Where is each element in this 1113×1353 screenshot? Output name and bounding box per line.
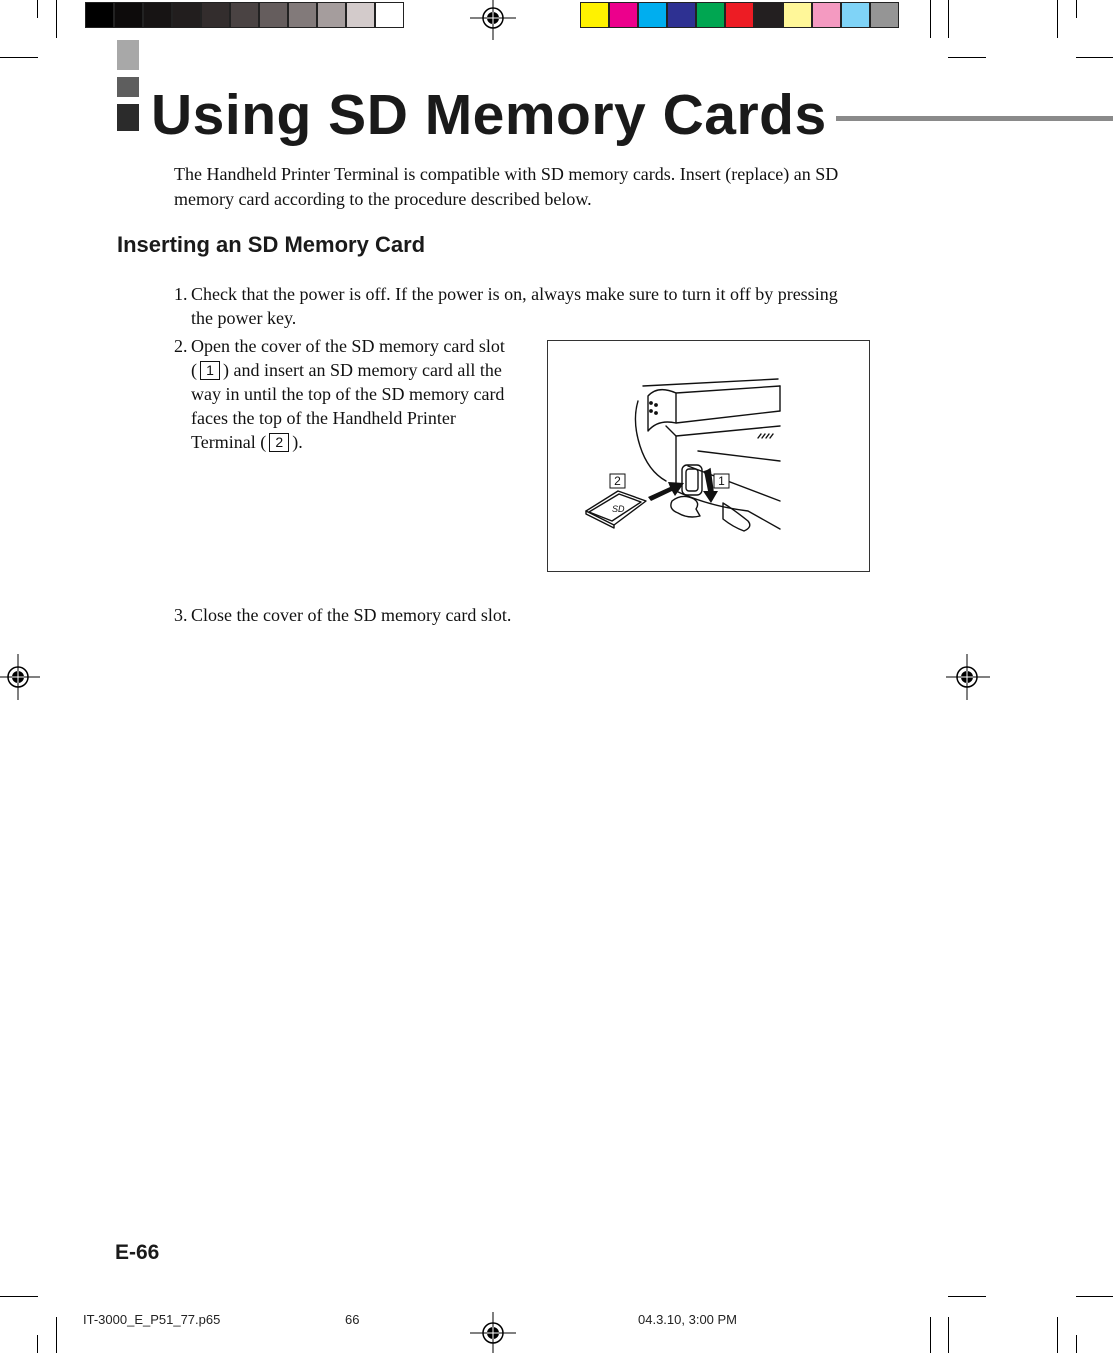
- gray-swatch: [346, 2, 375, 28]
- gray-swatch: [201, 2, 230, 28]
- registration-mark-icon: [0, 654, 40, 700]
- color-swatch: [754, 2, 783, 28]
- color-swatch: [870, 2, 899, 28]
- section-heading: Inserting an SD Memory Card: [117, 232, 426, 257]
- sd-card-insertion-figure: [547, 340, 870, 572]
- title-decoration-block: [117, 40, 139, 70]
- device-illustration: [548, 341, 869, 571]
- page-number: E-66: [115, 1241, 160, 1264]
- step-text: Close the cover of the SD memory card slot.: [191, 605, 512, 625]
- step-number: 1.: [174, 284, 188, 304]
- page-title: Using SD Memory Cards: [151, 83, 827, 147]
- step-text: Check that the power is off. If the power is on, always make sure to turn it off by pressing the power key.: [191, 284, 838, 328]
- svg-text:SD: SD: [612, 504, 625, 514]
- step-number: 3.: [174, 605, 188, 625]
- step-text: Open the cover of the SD memory card slot ( 1 ) and insert an SD memory card all the way in until the top of the SD memory card faces the top of the Handheld Printer Terminal ( 2 ).: [191, 336, 505, 452]
- title-decoration-block: [117, 77, 139, 97]
- step-1: [174, 282, 854, 330]
- gray-swatch: [85, 2, 114, 28]
- step-number: 2.: [174, 336, 188, 356]
- color-swatch: [725, 2, 754, 28]
- color-swatch: [580, 2, 609, 28]
- callout-ref-2: 2: [269, 433, 289, 452]
- color-swatch: [667, 2, 696, 28]
- color-swatch: [841, 2, 870, 28]
- gray-swatch: [114, 2, 143, 28]
- color-swatch: [696, 2, 725, 28]
- gray-swatch: [375, 2, 404, 28]
- footer-timestamp: 04.3.10, 3:00 PM: [638, 1312, 738, 1327]
- gray-swatch: [172, 2, 201, 28]
- gray-swatch: [259, 2, 288, 28]
- gray-swatch: [288, 2, 317, 28]
- registration-mark-icon: [946, 654, 990, 700]
- registration-mark-icon: [470, 0, 516, 40]
- step-3: [174, 603, 854, 627]
- color-swatch: [812, 2, 841, 28]
- intro-paragraph: The Handheld Printer Terminal is compatible with SD memory cards. Insert (replace) an SD memory card according to the procedure described below.: [174, 164, 839, 209]
- callout-ref-1: 1: [200, 361, 220, 380]
- title-decoration-block: [117, 104, 139, 131]
- gray-swatch: [143, 2, 172, 28]
- step-2: [174, 334, 514, 454]
- footer-page: 66: [345, 1312, 360, 1327]
- footer-file-name: IT-3000_E_P51_77.p65: [83, 1312, 221, 1327]
- gray-swatch: [230, 2, 259, 28]
- color-swatch: [783, 2, 812, 28]
- figure-callout-1: 1: [718, 474, 725, 488]
- color-swatch: [609, 2, 638, 28]
- color-swatch: [638, 2, 667, 28]
- gray-swatch: [317, 2, 346, 28]
- registration-mark-icon: [470, 1312, 516, 1353]
- figure-callout-2: 2: [614, 474, 621, 488]
- title-rule: [836, 116, 1113, 121]
